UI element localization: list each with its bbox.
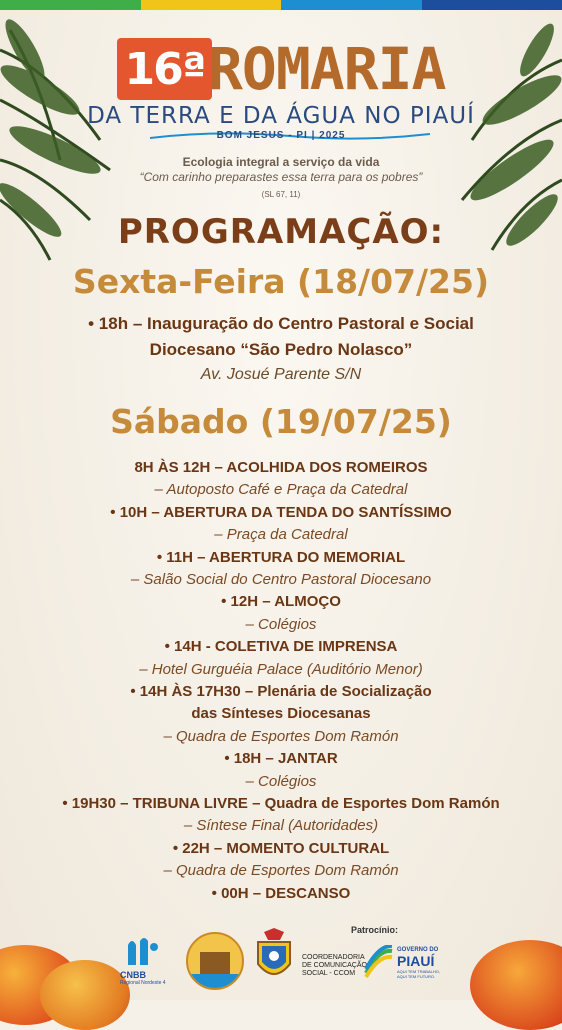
piaui-flag-icon <box>364 945 394 979</box>
piaui-government-logo <box>364 945 454 985</box>
schedule-item: • 12H – ALMOÇO <box>221 593 341 611</box>
gov-slogan: AQUI TEM TRABALHO, <box>397 969 440 974</box>
friday-heading: Sexta-Feira (18/07/25) <box>72 262 490 301</box>
schedule-item: • 14H - COLETIVA DE IMPRENSA <box>164 638 398 656</box>
gov-line: GOVERNO DO <box>397 947 439 953</box>
schedule-item: • 22H – MOMENTO CULTURAL <box>172 839 390 857</box>
gov-slogan: AQUI TEM FUTURO. <box>397 974 436 979</box>
schedule-item: • 14H ÀS 17H30 – Plenária de Socialização <box>130 683 432 700</box>
cnbb-subtext: Regional Nordeste 4 <box>120 980 166 986</box>
cnbb-icon <box>120 935 160 969</box>
schedule-location: – Síntese Final (Autoridades) <box>183 817 379 835</box>
verse-reference: (SL 67, 11) <box>261 190 301 199</box>
program-title: PROGRAMAÇÃO: <box>117 212 445 252</box>
cnbb-logo <box>120 935 180 985</box>
event-title: ROMARIA <box>208 35 446 103</box>
color-stripe <box>0 0 562 10</box>
sponsorship-label: Patrocínio: <box>351 925 399 935</box>
fruit-left2-icon <box>40 960 130 1030</box>
diocese-coat-of-arms-icon <box>250 928 298 986</box>
schedule-item: • 18H – JANTAR <box>224 750 338 768</box>
cnbb-text: CNBB <box>120 970 146 980</box>
schedule-location: – Hotel Gurguéia Palace (Auditório Menor) <box>139 660 423 678</box>
event-place: BOM JESUS - PI | 2025 <box>216 130 346 141</box>
schedule-location: – Colégios <box>245 615 317 633</box>
schedule-location: – Quadra de Esportes Dom Ramón <box>163 727 399 745</box>
schedule-item: • 19H30 – TRIBUNA LIVRE – Quadra de Esportes Dom Ramón <box>62 795 500 812</box>
event-subtitle: DA TERRA E DA ÁGUA NO PIAUÍ <box>87 103 475 129</box>
schedule-item: 8H ÀS 12H – ACOLHIDA DOS ROMEIROS <box>134 459 428 476</box>
ccom-line: SOCIAL - CCOM <box>302 970 356 977</box>
schedule-location: – Salão Social do Centro Pastoral Diocesano <box>130 571 432 588</box>
ccom-logo <box>302 954 367 978</box>
schedule-location: – Praça da Catedral <box>214 526 348 544</box>
saturday-heading: Sábado (19/07/25) <box>110 402 452 441</box>
romaria-seal <box>186 932 244 990</box>
event-verse: “Com carinho preparastes essa terra para os pobres” <box>139 170 423 184</box>
friday-address: Av. Josué Parente S/N <box>200 366 362 383</box>
friday-line: • 18h – Inauguração do Centro Pastoral e Social <box>88 314 474 333</box>
schedule-item: • 00H – DESCANSO <box>211 884 351 902</box>
gov-state: PIAUÍ <box>397 953 435 969</box>
ccom-line: DE COMUNICAÇÃO <box>302 962 367 969</box>
schedule-item: • 10H – ABERTURA DA TENDA DO SANTÍSSIMO <box>110 503 452 521</box>
friday-line: Diocesano “São Pedro Nolasco” <box>149 340 413 359</box>
schedule-location: – Colégios <box>245 772 317 790</box>
schedule-item: • 11H – ABERTURA DO MEMORIAL <box>156 548 406 566</box>
event-theme: Ecologia integral a serviço da vida <box>182 155 380 169</box>
edition-badge <box>117 38 212 100</box>
ccom-line: COORDENADORIA <box>302 954 365 961</box>
schedule-location: – Quadra de Esportes Dom Ramón <box>163 862 399 880</box>
schedule-item: das Sínteses Diocesanas <box>191 705 371 723</box>
schedule-location: – Autoposto Café e Praça da Catedral <box>154 481 408 499</box>
edition-number: 16ª <box>124 43 205 95</box>
